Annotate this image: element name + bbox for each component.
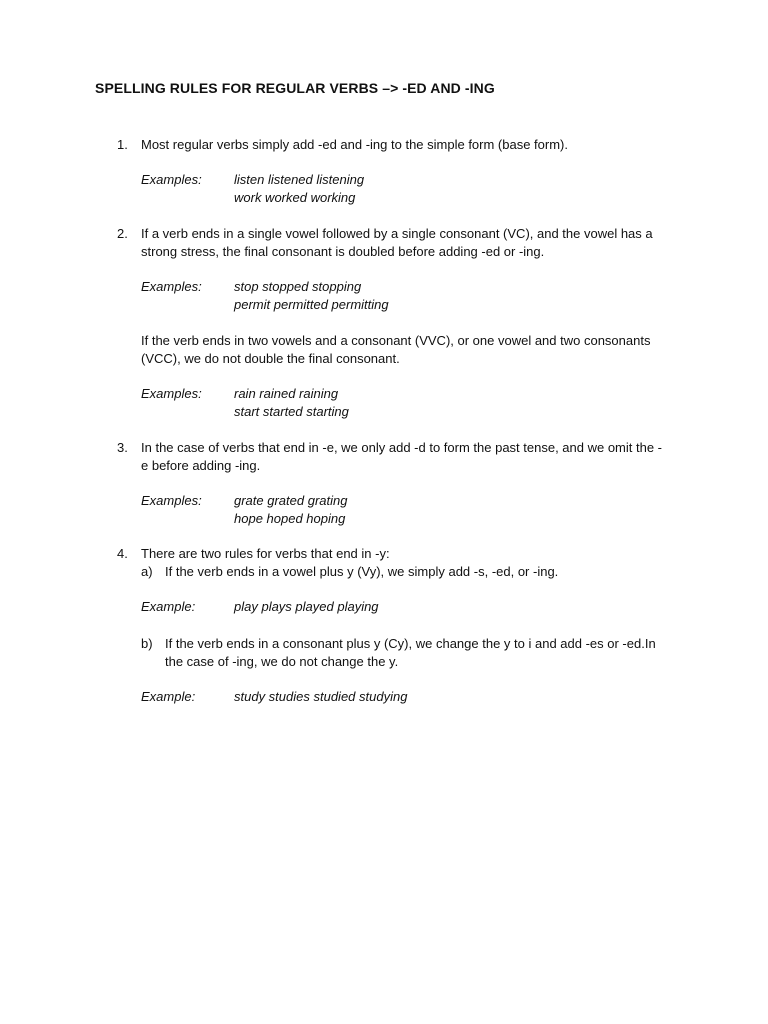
rule-4a-marker: a) [141,564,153,579]
rule-4a-example: play plays played playing [234,599,379,614]
rule-2-exception-example: start started starting [234,404,349,419]
rule-4b-marker: b) [141,636,153,651]
rule-4b-example-label: Example: [141,689,196,704]
rule-4b-example: study studies studied studying [234,689,408,704]
rule-1-example: listen listened listening [234,172,365,187]
rule-3-examples-label: Examples: [141,493,202,508]
rule-3-number: 3. [117,440,128,455]
rule-2-exception-examples-label: Examples: [141,386,202,401]
rule-3-text-line: e before adding -ing. [141,458,261,473]
rule-2-text-line: strong stress, the final consonant is doubled before adding -ed or -ing. [141,244,545,259]
rule-4-number: 4. [117,546,128,561]
rule-4b-text-line: the case of -ing, we do not change the y. [165,654,399,669]
rule-2-example: stop stopped stopping [234,279,362,294]
rule-3-example: grate grated grating [234,493,348,508]
rule-2-text-line: If a verb ends in a single vowel followed by a single consonant (VC), and the vowel has a [141,226,653,241]
page-title: SPELLING RULES FOR REGULAR VERBS –> -ED AND -ING [95,80,495,96]
rule-2-exception-example: rain rained raining [234,386,339,401]
rule-4b-text-line: If the verb ends in a consonant plus y (Cy), we change the y to i and add -es or -ed.In [165,636,656,651]
rule-4a-text: If the verb ends in a vowel plus y (Vy), we simply add -s, -ed, or -ing. [165,564,559,579]
rule-4a-example-label: Example: [141,599,196,614]
rule-4-text: There are two rules for verbs that end in -y: [141,546,390,561]
rule-2-example: permit permitted permitting [234,297,389,312]
rule-3-text-line: In the case of verbs that end in -e, we only add -d to form the past tense, and we omit the - [141,440,663,455]
rule-2-exception-line: If the verb ends in two vowels and a consonant (VVC), or one vowel and two consonants [141,333,651,348]
rule-1-examples-label: Examples: [141,172,202,187]
rule-2-number: 2. [117,226,128,241]
rule-1-number: 1. [117,137,128,152]
rule-1-example: work worked working [234,190,356,205]
rule-3-example: hope hoped hoping [234,511,346,526]
rule-2-exception-line: (VCC), we do not double the final consonant. [141,351,400,366]
rule-1-text: Most regular verbs simply add -ed and -ing to the simple form (base form). [141,137,569,152]
rule-2-examples-label: Examples: [141,279,202,294]
